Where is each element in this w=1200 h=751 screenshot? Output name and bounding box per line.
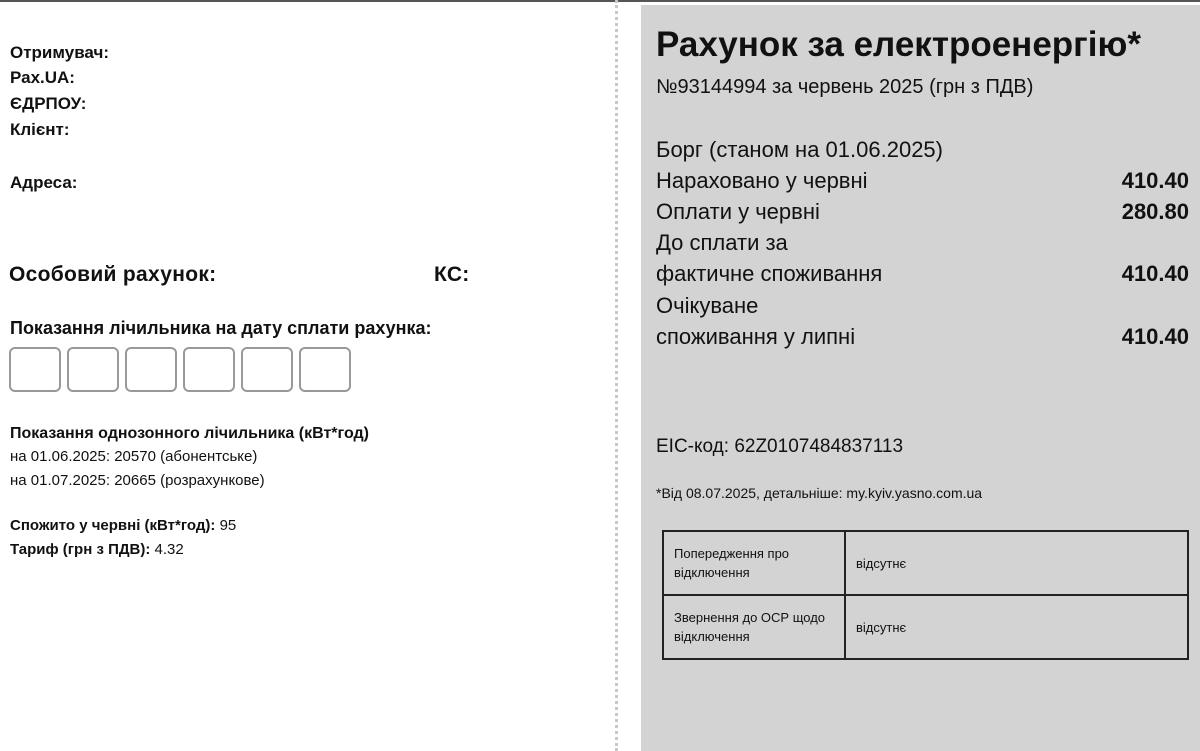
debt-label: Борг (станом на 01.06.2025) (656, 137, 943, 162)
table-row (663, 531, 1188, 595)
payments-row (656, 196, 1189, 227)
charged-label: Нараховано у червні (656, 168, 868, 193)
recipient-label: Отримувач: (10, 43, 109, 62)
expected-label-2: споживання у липні (656, 324, 856, 349)
meter-readings-prompt: Показання лічильника на дату сплати рахунка: (10, 318, 432, 338)
tariff-line (10, 540, 184, 560)
table-cell-value: відсутнє (845, 595, 1188, 659)
table-row (663, 595, 1188, 659)
digit-box[interactable] (67, 347, 119, 392)
footnote: *Від 08.07.2025, детальніше: my.kyiv.yasno.com.ua (656, 485, 983, 501)
expected-row (656, 290, 1189, 352)
eic-code: EIC-код: 62Z0107484837113 (656, 436, 904, 457)
expected-value: 410.40 (1121, 324, 1189, 349)
to-pay-value: 410.40 (1121, 261, 1189, 286)
digit-box[interactable] (183, 347, 235, 392)
charged-row (656, 165, 1189, 196)
debt-row (656, 134, 1189, 165)
to-pay-row (656, 227, 1189, 289)
invoice-title: Рахунок за електроенергію* (656, 25, 1141, 64)
payments-value: 280.80 (1121, 199, 1189, 224)
table-cell-value: відсутнє (845, 531, 1188, 595)
invoice-summary-panel (641, 5, 1200, 751)
client-label: Клієнт: (10, 120, 70, 139)
digit-box[interactable] (125, 347, 177, 392)
meter-reading-boxes (9, 347, 351, 392)
table-cell-label: Звернення до ОСР щодо відключення (663, 595, 845, 659)
tariff-label: Тариф (грн з ПДВ): (10, 541, 151, 558)
invoice-subtitle: №93144994 за червень 2025 (грн з ПДВ) (656, 76, 1034, 98)
charged-value: 410.40 (1121, 168, 1189, 193)
reading-line-2: на 01.07.2025: 20665 (розрахункове) (10, 472, 265, 489)
cut-line-divider (615, 0, 618, 751)
consumed-value: 95 (219, 517, 237, 534)
tariff-value: 4.32 (154, 541, 184, 558)
reading-line-1: на 01.06.2025: 20570 (абонентське) (10, 448, 258, 465)
expected-label-1: Очікуване (656, 293, 759, 318)
digit-box[interactable] (241, 347, 293, 392)
ks-label: КС: (434, 263, 470, 286)
address-label: Адреса: (10, 173, 78, 192)
personal-account-label: Особовий рахунок: (9, 263, 217, 286)
consumed-line (10, 516, 236, 536)
single-zone-title: Показання однозонного лічильника (кВт*год) (10, 425, 369, 442)
to-pay-label-2: фактичне споживання (656, 261, 883, 286)
disconnection-table (662, 530, 1189, 660)
account-ua-label: Рах.UA: (10, 68, 75, 87)
edrpou-label: ЄДРПОУ: (10, 94, 87, 113)
payments-label: Оплати у червні (656, 199, 820, 224)
to-pay-label-1: До сплати за (656, 230, 788, 255)
table-cell-label: Попередження про відключення (663, 531, 845, 595)
consumed-label: Спожито у червні (кВт*год): (10, 517, 216, 534)
digit-box[interactable] (299, 347, 351, 392)
digit-box[interactable] (9, 347, 61, 392)
